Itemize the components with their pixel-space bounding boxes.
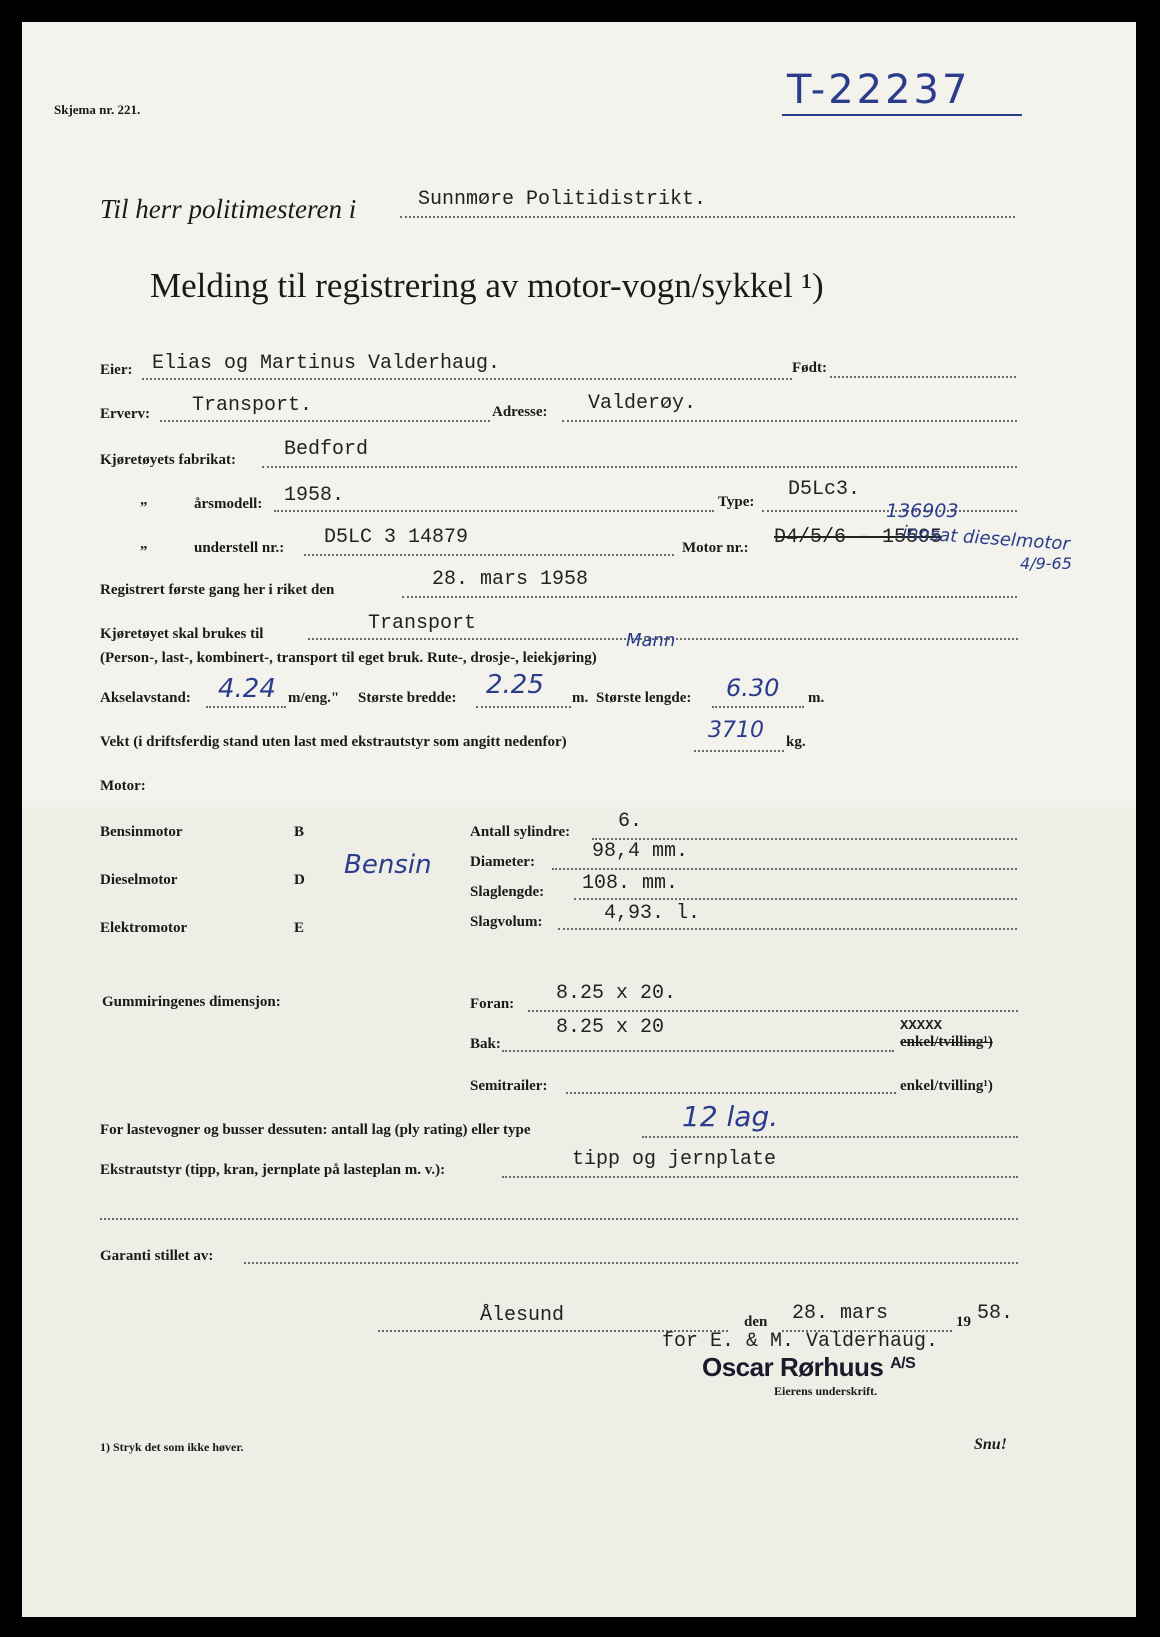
motor-code-electric: E (294, 920, 305, 936)
rear-tire-label: Bak: (470, 1036, 501, 1052)
footnote: 1) Stryk det som ikke høver. (100, 1440, 244, 1454)
usage-value: Transport (368, 612, 477, 635)
extras-line (502, 1176, 1018, 1178)
guarantee-line (244, 1262, 1018, 1264)
signing-for-line: for E. & M. Valderhaug. (662, 1330, 939, 1353)
motor-label: Motor: (100, 778, 146, 794)
address-line (562, 420, 1017, 422)
weight-label: Vekt (i driftsferdig stand uten last med ekstrautstyr som angitt nedenfor) (100, 734, 567, 750)
make-label: Kjøretøyets fabrikat: (100, 452, 236, 468)
type-label: Type: (718, 494, 755, 510)
semitrailer-suffix: enkel/tvilling¹) (900, 1078, 993, 1094)
weight-line (694, 750, 784, 752)
signing-stamp-name: Oscar Rørhuus (702, 1352, 884, 1382)
form-sheet (22, 22, 1136, 1617)
signing-place: Ålesund (480, 1304, 565, 1327)
occupation-line (160, 420, 490, 422)
born-line (830, 376, 1016, 378)
diameter-label: Diameter: (470, 854, 535, 870)
extras-label: Ekstrautstyr (tipp, kran, jernplate på lasteplan m. v.): (100, 1162, 446, 1178)
file-number-underline (782, 114, 1022, 116)
model-year-line (274, 510, 714, 512)
length-label: Største lengde: (596, 690, 692, 706)
width-line (476, 706, 571, 708)
rear-tire-struck: XXXXX (900, 1018, 943, 1034)
tires-label: Gummiringenes dimensjon: (102, 994, 281, 1010)
motor-number-label: Motor nr.: (682, 540, 749, 556)
usage-handwritten: Mann (626, 630, 676, 651)
length-unit: m. (808, 690, 825, 706)
rear-tire-line (502, 1050, 894, 1052)
volume-value: 4,93. l. (604, 902, 701, 925)
motor-note: innsat dieselmotor (901, 522, 1071, 555)
front-tire-label: Foran: (470, 996, 515, 1012)
axle-label: Akselavstand: (100, 690, 191, 706)
signing-date: 28. mars (792, 1302, 889, 1325)
motor-note-date: 4/9-65 (1020, 554, 1072, 573)
volume-label: Slagvolum: (470, 914, 543, 930)
length-line (712, 706, 804, 708)
born-label: Født: (792, 360, 827, 376)
diameter-line (552, 868, 1017, 870)
extras-line-2 (100, 1218, 1018, 1220)
axle-value: 4.24 (218, 674, 276, 704)
ply-value: 12 lag. (682, 1100, 779, 1133)
form-number: Skjema nr. 221. (54, 102, 141, 117)
signing-year-prefix: 19 (956, 1314, 971, 1330)
motor-number-value: D4/5/6 - 15595 (774, 526, 943, 549)
width-label: Største bredde: (358, 690, 457, 706)
axle-line (206, 706, 286, 708)
motor-code-diesel: D (294, 872, 305, 888)
usage-label: Kjøretøyet skal brukes til (100, 626, 264, 642)
chassis-label: understell nr.: (194, 540, 285, 556)
diameter-value: 98,4 mm. (592, 840, 689, 863)
ply-label: For lastevogner og busser dessuten: antall lag (ply rating) eller type (100, 1122, 531, 1138)
signing-year: 58. (977, 1302, 1014, 1325)
chassis-value: D5LC 3 14879 (324, 526, 469, 549)
first-registered-line (402, 596, 1017, 598)
front-tire-line (528, 1010, 1018, 1012)
cylinders-label: Antall sylindre: (470, 824, 571, 840)
weight-value: 3710 (708, 718, 764, 743)
motor-handwritten: Bensin (344, 850, 432, 880)
motor-code-petrol: B (294, 824, 305, 840)
chassis-ditto: „ (140, 536, 148, 552)
model-ditto: „ (140, 492, 148, 508)
make-line (262, 466, 1017, 468)
ply-line (642, 1136, 1018, 1138)
motor-type-diesel: Dieselmotor (100, 872, 178, 888)
semitrailer-label: Semitrailer: (470, 1078, 548, 1094)
owner-value: Elias og Martinus Valderhaug. (152, 352, 501, 375)
motor-type-electric: Elektromotor (100, 920, 188, 936)
model-year-value: 1958. (284, 484, 345, 507)
owner-line (142, 378, 792, 380)
stroke-line (574, 898, 1017, 900)
signing-stamp-suffix: A/S (890, 1355, 916, 1372)
address-label: Adresse: (492, 404, 548, 420)
owner-label: Eier: (100, 362, 133, 378)
stroke-label: Slaglengde: (470, 884, 545, 900)
semitrailer-line (566, 1092, 896, 1094)
cylinders-value: 6. (618, 810, 643, 833)
model-year-label: årsmodell: (194, 496, 263, 512)
motor-number-new: 136903 (886, 500, 959, 522)
extras-value: tipp og jernplate (572, 1148, 777, 1171)
form-title: Melding til registrering av motor-vogn/sykkel ¹) (150, 266, 824, 305)
stroke-value: 108. mm. (582, 872, 679, 895)
guarantee-label: Garanti stillet av: (100, 1248, 214, 1264)
first-registered-label: Registrert første gang her i riket den (100, 582, 335, 598)
addressee-line (400, 216, 1015, 218)
addressee-value: Sunnmøre Politidistrikt. (418, 188, 707, 211)
make-value: Bedford (284, 438, 369, 461)
width-value: 2.25 (486, 670, 544, 700)
width-unit: m. (572, 690, 589, 706)
length-value: 6.30 (726, 674, 780, 702)
file-number: T-22237 (787, 67, 971, 113)
motor-type-petrol: Bensinmotor (100, 824, 183, 840)
signing-den-label: den (744, 1314, 768, 1330)
signing-stamp (702, 1352, 915, 1383)
occupation-value: Transport. (192, 394, 313, 417)
front-tire-value: 8.25 x 20. (556, 982, 677, 1005)
rear-tire-value: 8.25 x 20 (556, 1016, 665, 1039)
signature-label: Eierens underskrift. (774, 1384, 878, 1398)
first-registered-value: 28. mars 1958 (432, 568, 589, 591)
rear-tire-suffix: enkel/tvilling¹) (900, 1034, 993, 1050)
weight-unit: kg. (786, 734, 806, 750)
usage-options: (Person-, last-, kombinert-, transport til eget bruk. Rute-, drosje-, leiekjøring) (100, 650, 597, 666)
type-value: D5Lc3. (788, 478, 861, 501)
axle-unit: m/eng." (288, 690, 340, 706)
chassis-line (304, 554, 674, 556)
volume-line (558, 928, 1017, 930)
addressee-label: Til herr politimesteren i (100, 194, 357, 224)
occupation-label: Erverv: (100, 406, 150, 422)
turn-note: Snu! (974, 1436, 1007, 1453)
address-value: Valderøy. (588, 392, 697, 415)
